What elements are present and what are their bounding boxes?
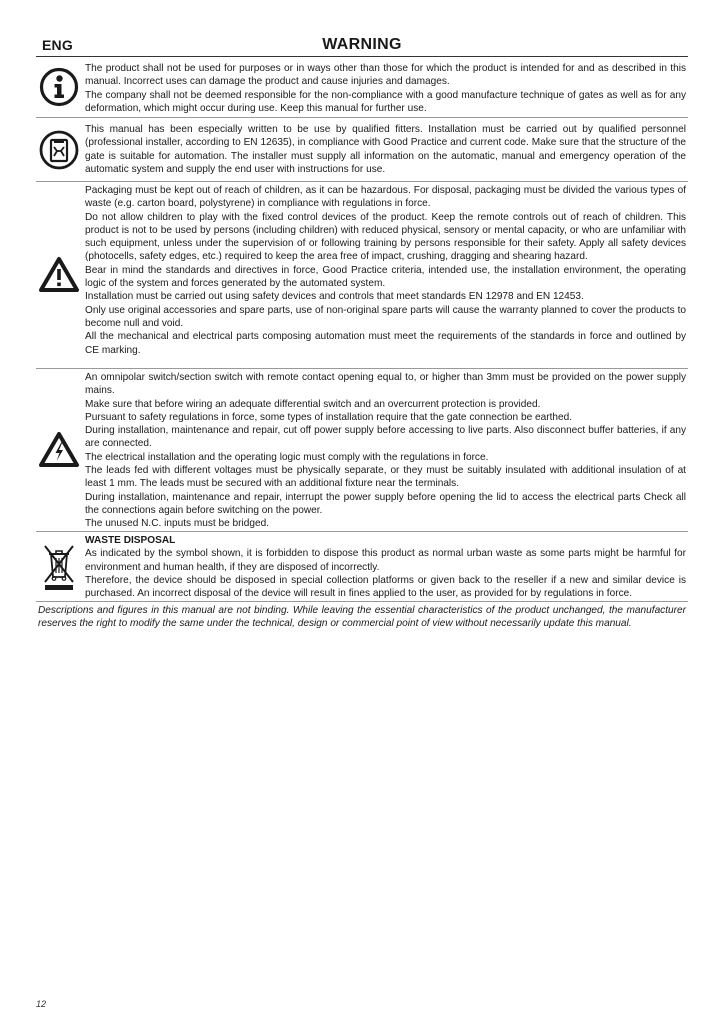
paragraph: Do not allow children to play with the fixed control devices of the product. Keep the remote controls out of reach of children. This product is not to be used by persons (including children) with reduced physical, sensory or mental capacity, or who are unfamiliar with such equipment, unless under the supervision of or following training by persons responsible for their safety. Apply all safety devices (photocells, safety edges, etc.) required to keep the area free of impact, crushing, dragging and shearing hazard. xyxy=(85,211,686,263)
paragraph: As indicated by the symbol shown, it is forbidden to dispose this product as normal urban waste as some parts might be harmful for environment and human health, if they are disposed of incorrectly. xyxy=(85,548,686,573)
paragraph: All the mechanical and electrical parts composing automation must meet the requirements of the standards in force and outlined by CE marking. xyxy=(85,331,686,356)
paragraph: The company shall not be deemed responsible for the non-compliance with a good manufacture technique of gates as well as for any deformation, which might occur during use. Keep this manual for further use. xyxy=(85,89,686,114)
manual-icon xyxy=(36,118,82,181)
electrical-hazard-icon xyxy=(36,369,82,531)
paragraph: During installation, maintenance and repair, interrupt the power supply before opening the lid to access the electrical parts Check all the connections again before switching on the power. xyxy=(85,491,686,516)
language-label: ENG xyxy=(42,37,73,53)
paragraph: During installation, maintenance and repair, cut off power supply before accessing to live parts. Also disconnect buffer batteries, if any are connected. xyxy=(85,425,686,450)
section-text xyxy=(85,184,686,357)
section-waste-disposal xyxy=(36,532,688,602)
section-safety xyxy=(36,182,688,369)
paragraph: Pursuant to safety regulations in force, some types of installation require that the gate connection be earthed. xyxy=(85,411,573,423)
paragraph: Make sure that before wiring an adequate differential switch and an overcurrent protection is provided. xyxy=(85,398,541,410)
section-electrical xyxy=(36,369,688,532)
crossed-bin-icon xyxy=(36,532,82,601)
paragraph: The unused N.C. inputs must be bridged. xyxy=(85,518,270,530)
section-installation xyxy=(36,118,688,182)
section-text xyxy=(85,62,686,115)
paragraph: Packaging must be kept out of reach of children, as it can be hazardous. For disposal, packaging must be divided the various types of waste (e.g. carton board, polystyrene) in compliance with regulations in force. xyxy=(85,185,686,210)
section-text xyxy=(85,371,686,531)
section-text xyxy=(85,123,686,176)
page-number: 12 xyxy=(36,999,47,1009)
paragraph: An omnipolar switch/section switch with remote contact opening equal to, or higher than 3mm must be provided on the power supply mains. xyxy=(85,372,686,397)
paragraph: This manual has been especially written to be use by qualified fitters. Installation must be carried out by qualified personnel (professional installer, according to EN 12635), in compliance with Good Practice and current code. Make sure that the structure of the gate is suitable for automation. The installer must supply all information on the automatic, manual and emergency operation of the automatic system and supply the end user with instructions for use. xyxy=(85,124,686,175)
paragraph: The leads fed with different voltages must be physically separate, or they must be suitably insulated with additional insulation of at least 1 mm. The leads must be secured with an additional fixture near the terminals. xyxy=(85,465,686,490)
paragraph: Only use original accessories and spare parts, use of non-original spare parts will cause the warranty planned to cover the products to become null and void. xyxy=(85,304,686,329)
section-heading: WASTE DISPOSAL xyxy=(85,535,176,546)
paragraph: Therefore, the device should be disposed in special collection platforms or given back to the reseller if a new and similar device is purchased. An incorrect disposal of the device will result in fines applied to the user, as provided for by regulations in force. xyxy=(85,574,686,600)
page-title: WARNING xyxy=(322,36,402,53)
section-text xyxy=(85,534,686,600)
info-icon xyxy=(36,57,82,117)
paragraph: Installation must be carried out using safety devices and controls that meet standards EN 12978 and EN 12453. xyxy=(85,291,584,303)
paragraph: The electrical installation and the operating logic must comply with the regulations in force. xyxy=(85,451,489,463)
warning-triangle-icon xyxy=(36,182,82,368)
page-header xyxy=(36,36,688,56)
paragraph: Bear in mind the standards and directives in force, Good Practice criteria, intended use, the installation environment, the operating logic of the system and forces generated by the automated system. xyxy=(85,264,686,290)
section-general-use xyxy=(36,57,688,118)
paragraph: The product shall not be used for purposes or in ways other than those for which the product is intended for and as described in this manual. Incorrect uses can damage the product and cause injuries and damages. xyxy=(85,63,686,88)
disclaimer: Descriptions and figures in this manual are not binding. While leaving the essential characteristics of the product unchanged, the manufacturer reserves the right to modify the same under the technical, design or commercial point of view without necessarily update this manual. xyxy=(38,605,686,630)
